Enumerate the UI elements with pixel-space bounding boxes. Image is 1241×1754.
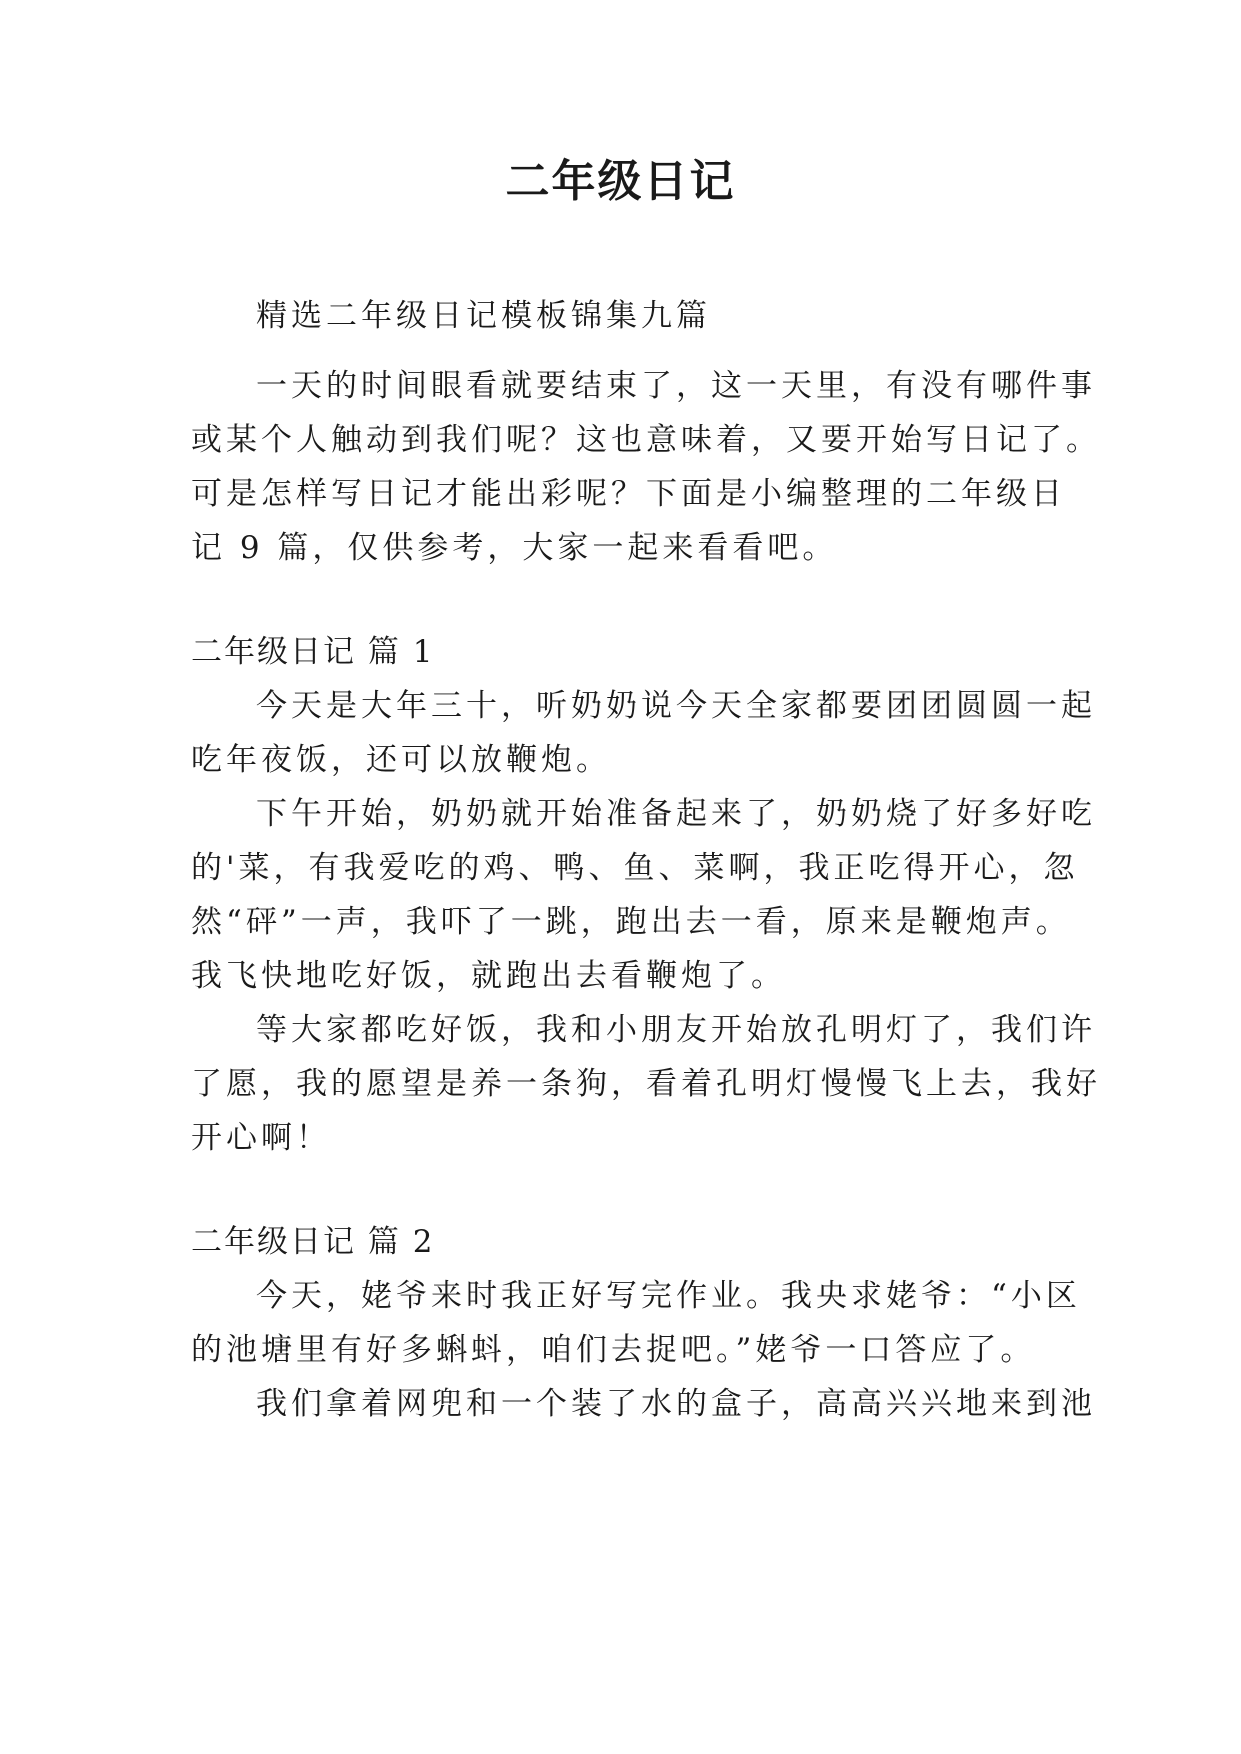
- body-line: 吃年夜饭，还可以放鞭炮。: [191, 742, 611, 778]
- body-line: 今天，姥爷来时我正好写完作业。我央求姥爷：“小区: [256, 1278, 1081, 1314]
- section-heading: 二年级日记 篇 1: [191, 634, 435, 670]
- intro-line: 可是怎样写日记才能出彩呢？下面是小编整理的二年级日: [191, 476, 1066, 512]
- body-line: 然“砰”一声，我吓了一跳，跑出去一看，原来是鞭炮声。: [191, 904, 1071, 940]
- document-title: 二年级日记: [505, 156, 736, 207]
- body-line: 开心啊！: [191, 1120, 331, 1156]
- body-line: 等大家都吃好饭，我和小朋友开始放孔明灯了，我们许: [256, 1012, 1096, 1048]
- body-line: 我飞快地吃好饭，就跑出去看鞭炮了。: [191, 958, 786, 994]
- section-heading: 二年级日记 篇 2: [191, 1224, 435, 1260]
- body-line: 了愿，我的愿望是养一条狗，看着孔明灯慢慢飞上去，我好: [191, 1066, 1101, 1102]
- intro-line: 记 9 篇，仅供参考，大家一起来看看吧。: [191, 530, 838, 566]
- body-line: 今天是大年三十，听奶奶说今天全家都要团团圆圆一起: [256, 688, 1096, 724]
- body-line: 我们拿着网兜和一个装了水的盒子，高高兴兴地来到池: [256, 1386, 1096, 1422]
- body-line: 下午开始，奶奶就开始准备起来了，奶奶烧了好多好吃: [256, 796, 1096, 832]
- intro-line: 或某个人触动到我们呢？这也意味着，又要开始写日记了。: [191, 422, 1101, 458]
- body-line: 的'菜，有我爱吃的鸡、鸭、鱼、菜啊，我正吃得开心，忽: [191, 850, 1079, 886]
- document-subtitle: 精选二年级日记模板锦集九篇: [256, 298, 711, 334]
- body-line: 的池塘里有好多蝌蚪，咱们去捉吧。”姥爷一口答应了。: [191, 1332, 1036, 1368]
- intro-line: 一天的时间眼看就要结束了，这一天里，有没有哪件事: [256, 368, 1096, 404]
